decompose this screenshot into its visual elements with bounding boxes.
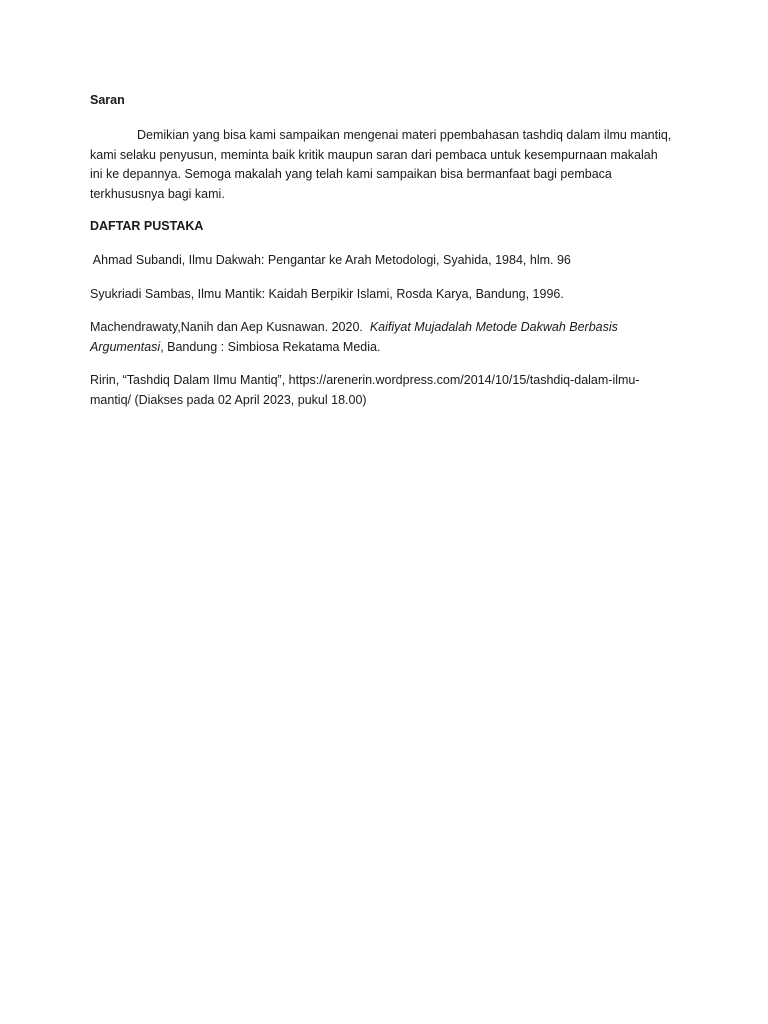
- saran-line-1: Demikian yang bisa kami sampaikan mengenai materi ppembahasan tashdiq dalam ilmu mantiq,: [137, 128, 672, 142]
- saran-heading: Saran: [90, 93, 125, 107]
- reference-3-title-part-2: Argumentasi: [90, 339, 161, 354]
- saran-paragraph: [90, 126, 680, 205]
- reference-4-line-2: mantiq/ (Diakses pada 02 April 2023, pukul 18.00): [90, 392, 367, 407]
- reference-3-publisher: , Bandung : Simbiosa Rekatama Media.: [160, 339, 381, 354]
- reference-3-title-part-1: Kaifiyat Mujadalah Metode Dakwah Berbasis: [369, 320, 618, 334]
- saran-line-3: ini ke depannya. Semoga makalah yang telah kami sampaikan bisa bermanfaat bagi pembaca: [90, 167, 612, 182]
- reference-2: Syukriadi Sambas, Ilmu Mantik: Kaidah Berpikir Islami, Rosda Karya, Bandung, 1996.: [90, 287, 564, 301]
- saran-line-2: kami selaku penyusun, meminta baik kritik maupun saran dari pembaca untuk kesempurnaan makalah: [90, 147, 658, 162]
- reference-4-line-1: Ririn, “Tashdiq Dalam Ilmu Mantiq”, https://arenerin.wordpress.com/2014/10/15/tashdiq-dalam-ilmu-: [90, 373, 640, 387]
- daftar-pustaka-heading: DAFTAR PUSTAKA: [90, 219, 204, 233]
- reference-4: [90, 371, 680, 410]
- saran-line-4: terkhususnya bagi kami.: [90, 187, 225, 202]
- reference-1: Ahmad Subandi, Ilmu Dakwah: Pengantar ke Arah Metodologi, Syahida, 1984, hlm. 96: [90, 253, 571, 267]
- reference-3-author: Machendrawaty,Nanih dan Aep Kusnawan. 2020.: [90, 320, 370, 334]
- reference-3: [90, 318, 680, 357]
